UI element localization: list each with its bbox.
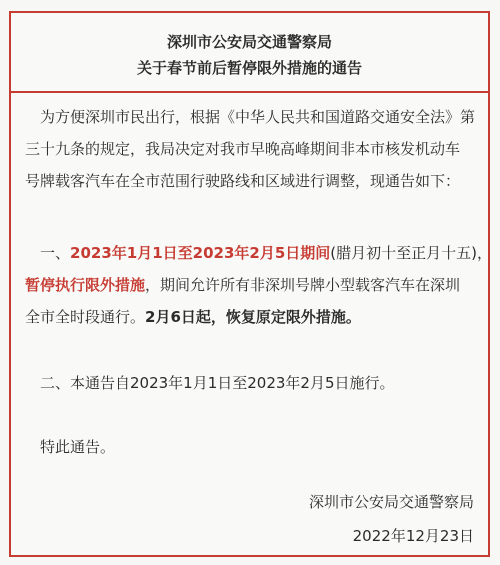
item-2-paragraph <box>25 367 395 399</box>
intro-line-2: 三十九条的规定，我局决定对我市早晚高峰期间非本市核发机动车 <box>25 140 461 158</box>
suspend-measure: 暂停执行限外措施 <box>25 276 146 294</box>
item-2-line: 二、本通告自2023年1月1日至2023年2月5日施行。 <box>40 374 395 392</box>
item-1-paragraph <box>25 237 492 333</box>
suspension-period: 2023年1月1日至2023年2月5日期间 <box>70 244 331 262</box>
notice-frame <box>9 11 490 557</box>
item-1-line-2 <box>25 269 492 301</box>
header-divider <box>11 91 488 93</box>
item-1-line-1 <box>25 237 492 269</box>
intro-paragraph <box>25 101 475 197</box>
intro-line-1: 为方便深圳市民出行，根据《中华人民共和国道路交通安全法》第 <box>40 108 476 126</box>
closing-paragraph <box>25 431 115 463</box>
signature-date: 2022年12月23日 <box>352 527 474 545</box>
intro-line-3: 号牌载客汽车在全市范围行驶路线和区域进行调整，现通告如下： <box>25 172 461 190</box>
item-1-line-3-plain: 全市全时段通行。 <box>25 308 146 326</box>
notice-title: 关于春节前后暂停限外措施的通告 <box>136 59 362 77</box>
signature-org: 深圳市公安局交通警察局 <box>308 493 474 511</box>
item-1-line-2-rest: ，期间允许所有非深圳号牌小型载客汽车在深圳 <box>145 276 461 294</box>
closing-line: 特此通告。 <box>40 438 116 456</box>
issuing-org: 深圳市公安局交通警察局 <box>166 33 332 51</box>
lunar-period-note: (腊月初十至正月十五)， <box>330 244 492 262</box>
item-1-line-3 <box>25 301 492 333</box>
restore-notice: 2月6日起，恢复原定限外措施。 <box>145 308 361 326</box>
item-1-prefix: 一、 <box>40 244 71 262</box>
